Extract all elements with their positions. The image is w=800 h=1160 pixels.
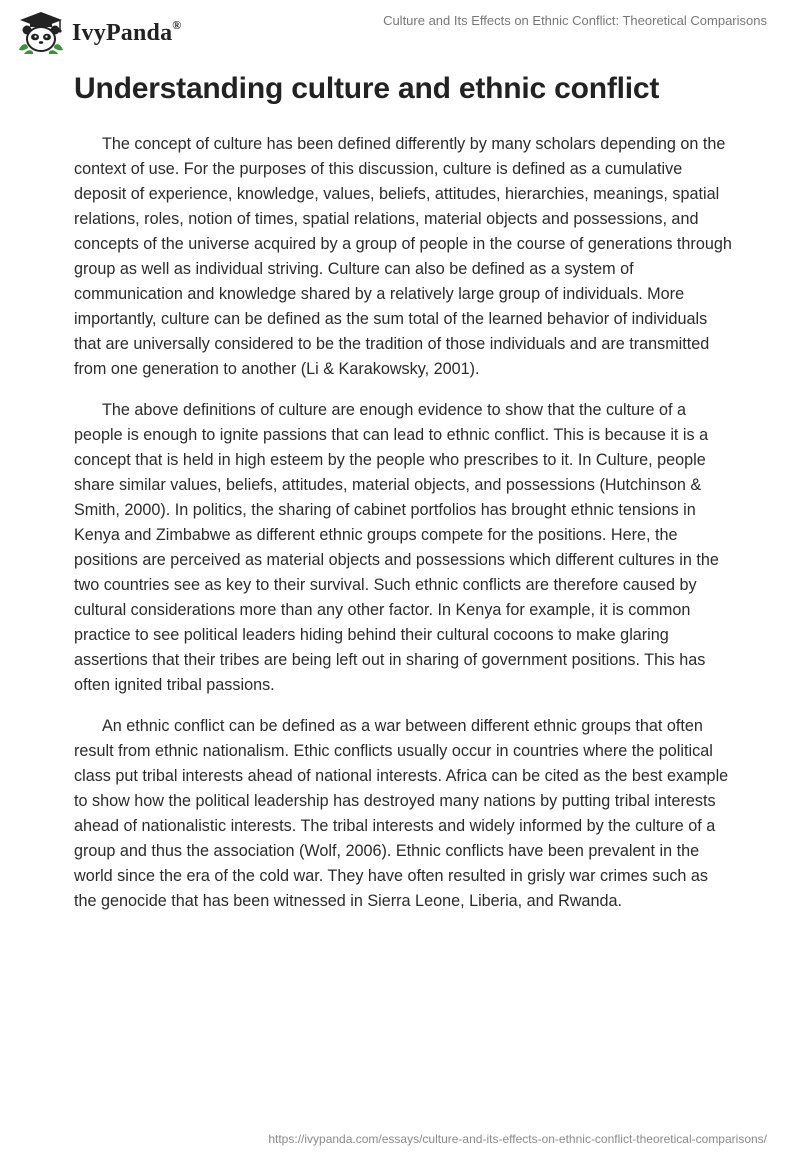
source-url[interactable]: https://ivypanda.com/essays/culture-and-its-effects-on-ethnic-conflict-theoretical-comparisons/ [268, 1132, 767, 1146]
brand-name [72, 17, 182, 47]
paragraph: The concept of culture has been defined differently by many scholars depending on the context of use. For the purposes of this discussion, culture is defined as a cumulative deposit of experience, knowledge, values, beliefs, attitudes, hierarchies, meanings, spatial relations, roles, notion of times, spatial relations, material objects and possessions, and concepts of the universe acquired by a group of people in the course of generations through group as well as individual striving. Culture can also be defined as a system of communication and knowledge shared by a relatively large group of individuals. More importantly, culture can be defined as the sum total of the learned behavior of individuals that are universally considered to be the tradition of those individuals and are transmitted from one generation to another (Li & Karakowsky, 2001). [74, 135, 732, 378]
panda-graduate-icon [16, 10, 66, 56]
paragraph: An ethnic conflict can be defined as a war between different ethnic groups that often result from ethnic nationalism. Ethic conflicts usually occur in countries where the political class put tribal interests ahead of national interests. Africa can be cited as the best example to show how the political leadership has destroyed many nations by putting tribal interests ahead of nationalistic interests. The tribal interests and widely informed by the culture of a group and thus the association (Wolf, 2006). Ethnic conflicts have been prevalent in the world since the era of the cold war. They have often resulted in grisly war crimes such as the genocide that has been witnessed in Sierra Leone, Liberia, and Rwanda. [74, 717, 729, 910]
ivypanda-logo[interactable] [16, 10, 181, 56]
article-body [74, 132, 734, 930]
page-header [0, 0, 800, 70]
paragraph: The above definitions of culture are enough evidence to show that the culture of a people is enough to ignite passions that can lead to ethnic conflict. This is because it is a concept that is held in high esteem by the people who prescribes to it. In Culture, people share similar values, beliefs, attitudes, material objects, and possessions (Hutchinson & Smith, 2000). In politics, the sharing of cabinet portfolios has brought ethnic tensions in Kenya and Zimbabwe as different ethnic groups compete for the positions. Here, the positions are perceived as material objects and possessions which different cultures in the two countries see as key to their survival. Such ethnic conflicts are therefore caused by cultural considerations more than any other factor. In Kenya for example, it is common practice to see political leaders hiding behind their cultural cocoons to make glaring assertions that their tribes are being left out in sharing of government positions. This has often ignited tribal passions. [74, 401, 719, 694]
brand-label: IvyPanda [72, 19, 173, 46]
document-title: Culture and Its Effects on Ethnic Conflict: Theoretical Comparisons [383, 13, 767, 28]
section-heading: Understanding culture and ethnic conflict [74, 72, 660, 105]
registered-mark: ® [172, 17, 182, 32]
